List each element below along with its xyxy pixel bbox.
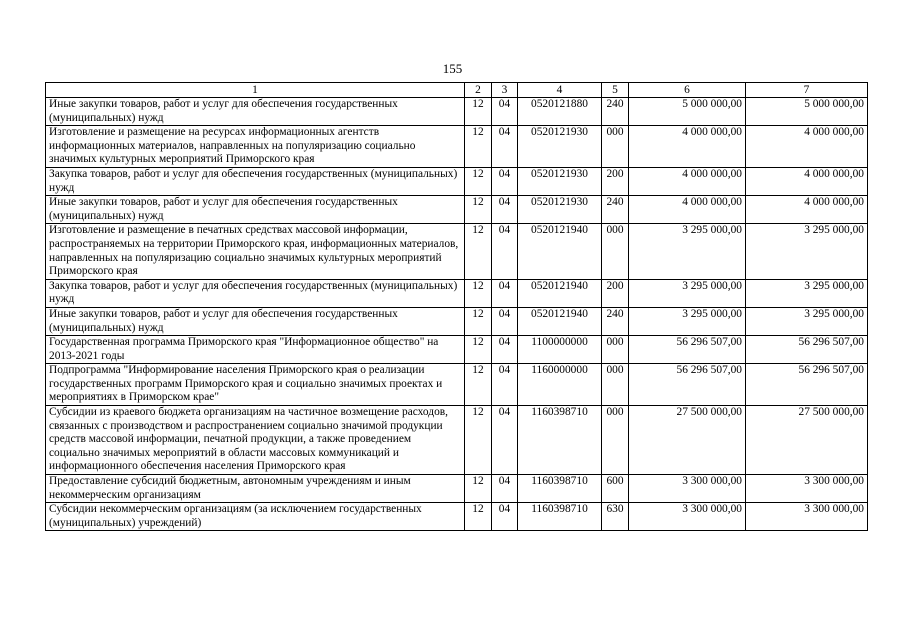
expense-type-code: 200	[602, 167, 629, 195]
row-name: Изготовление и размещение на ресурсах информационных агентств информационных материалов, направленных на популяризацию социально значимых культурных мероприятий Приморского края	[46, 126, 465, 168]
row-name: Иные закупки товаров, работ и услуг для обеспечения государственных (муниципальных) нужд	[46, 98, 465, 126]
target-article-code: 1100000000	[518, 336, 602, 364]
amount-col6: 4 000 000,00	[629, 167, 746, 195]
amount-col7: 3 295 000,00	[746, 279, 868, 307]
expense-type-code: 240	[602, 98, 629, 126]
amount-col7: 27 500 000,00	[746, 406, 868, 475]
table-row	[46, 364, 868, 406]
section-code: 12	[465, 475, 492, 503]
subsection-code: 04	[492, 406, 518, 475]
table-row	[46, 224, 868, 279]
section-code: 12	[465, 167, 492, 195]
section-code: 12	[465, 503, 492, 531]
target-article-code: 1160398710	[518, 503, 602, 531]
row-name: Изготовление и размещение в печатных средствах массовой информации, распространяемых на территории Приморского края, информационных материалов, направленных на популяризацию социально значимых культурных мероприятий Приморского края	[46, 224, 465, 279]
target-article-code: 1160000000	[518, 364, 602, 406]
subsection-code: 04	[492, 126, 518, 168]
row-name: Предоставление субсидий бюджетным, автономным учреждениям и иным некоммерческим организациям	[46, 475, 465, 503]
amount-col7: 4 000 000,00	[746, 126, 868, 168]
target-article-code: 1160398710	[518, 475, 602, 503]
table-header	[46, 83, 868, 98]
amount-col7: 3 295 000,00	[746, 224, 868, 279]
column-header: 3	[492, 83, 518, 98]
row-name: Подпрограмма "Информирование населения Приморского края о реализации государственных программ Приморского края и социально значимых проектах и мероприятиях в Приморском крае"	[46, 364, 465, 406]
row-name: Закупка товаров, работ и услуг для обеспечения государственных (муниципальных) нужд	[46, 167, 465, 195]
amount-col7: 5 000 000,00	[746, 98, 868, 126]
target-article-code: 0520121930	[518, 167, 602, 195]
table-row	[46, 196, 868, 224]
section-code: 12	[465, 98, 492, 126]
expense-type-code: 000	[602, 126, 629, 168]
row-name: Закупка товаров, работ и услуг для обеспечения государственных (муниципальных) нужд	[46, 279, 465, 307]
amount-col6: 3 300 000,00	[629, 503, 746, 531]
expense-type-code: 000	[602, 336, 629, 364]
page-number: 155	[442, 61, 463, 76]
expense-type-code: 240	[602, 196, 629, 224]
section-code: 12	[465, 307, 492, 335]
amount-col6: 56 296 507,00	[629, 336, 746, 364]
expense-type-code: 600	[602, 475, 629, 503]
target-article-code: 1160398710	[518, 406, 602, 475]
subsection-code: 04	[492, 364, 518, 406]
column-header: 5	[602, 83, 629, 98]
table-row	[46, 307, 868, 335]
column-header: 1	[46, 83, 465, 98]
row-name: Иные закупки товаров, работ и услуг для обеспечения государственных (муниципальных) нужд	[46, 196, 465, 224]
subsection-code: 04	[492, 475, 518, 503]
amount-col7: 3 300 000,00	[746, 503, 868, 531]
expense-type-code: 000	[602, 364, 629, 406]
amount-col6: 5 000 000,00	[629, 98, 746, 126]
amount-col6: 4 000 000,00	[629, 126, 746, 168]
table-row	[46, 336, 868, 364]
subsection-code: 04	[492, 167, 518, 195]
target-article-code: 0520121930	[518, 196, 602, 224]
subsection-code: 04	[492, 336, 518, 364]
table-row	[46, 167, 868, 195]
section-code: 12	[465, 364, 492, 406]
section-code: 12	[465, 126, 492, 168]
row-name: Субсидии некоммерческим организациям (за исключением государственных (муниципальных) учреждений)	[46, 503, 465, 531]
target-article-code: 0520121930	[518, 126, 602, 168]
section-code: 12	[465, 196, 492, 224]
table-row	[46, 406, 868, 475]
section-code: 12	[465, 224, 492, 279]
table-row	[46, 475, 868, 503]
row-name: Иные закупки товаров, работ и услуг для обеспечения государственных (муниципальных) нужд	[46, 307, 465, 335]
column-header: 6	[629, 83, 746, 98]
subsection-code: 04	[492, 224, 518, 279]
amount-col7: 56 296 507,00	[746, 364, 868, 406]
subsection-code: 04	[492, 279, 518, 307]
subsection-code: 04	[492, 196, 518, 224]
expense-type-code: 000	[602, 406, 629, 475]
target-article-code: 0520121880	[518, 98, 602, 126]
table-row	[46, 98, 868, 126]
target-article-code: 0520121940	[518, 224, 602, 279]
column-header: 7	[746, 83, 868, 98]
section-code: 12	[465, 406, 492, 475]
subsection-code: 04	[492, 307, 518, 335]
column-header: 4	[518, 83, 602, 98]
amount-col6: 3 295 000,00	[629, 279, 746, 307]
expense-type-code: 240	[602, 307, 629, 335]
table-body	[46, 98, 868, 531]
amount-col6: 56 296 507,00	[629, 364, 746, 406]
amount-col6: 27 500 000,00	[629, 406, 746, 475]
section-code: 12	[465, 336, 492, 364]
amount-col6: 4 000 000,00	[629, 196, 746, 224]
table-row	[46, 279, 868, 307]
amount-col6: 3 295 000,00	[629, 224, 746, 279]
subsection-code: 04	[492, 503, 518, 531]
expense-type-code: 630	[602, 503, 629, 531]
amount-col7: 4 000 000,00	[746, 196, 868, 224]
row-name: Субсидии из краевого бюджета организациям на частичное возмещение расходов, связанных с производством и распространением социально значимой продукции средств массовой информации, печатной продукции, а также проведением социально значимых мероприятий в области массовых коммуникаций и информационного обеспечения населения Приморского края	[46, 406, 465, 475]
amount-col7: 4 000 000,00	[746, 167, 868, 195]
section-code: 12	[465, 279, 492, 307]
table-row	[46, 503, 868, 531]
amount-col7: 56 296 507,00	[746, 336, 868, 364]
table-row	[46, 126, 868, 168]
amount-col6: 3 295 000,00	[629, 307, 746, 335]
column-header: 2	[465, 83, 492, 98]
budget-table	[45, 82, 868, 531]
expense-type-code: 200	[602, 279, 629, 307]
amount-col6: 3 300 000,00	[629, 475, 746, 503]
header-row	[46, 83, 868, 98]
target-article-code: 0520121940	[518, 307, 602, 335]
amount-col7: 3 295 000,00	[746, 307, 868, 335]
expense-type-code: 000	[602, 224, 629, 279]
subsection-code: 04	[492, 98, 518, 126]
row-name: Государственная программа Приморского края "Информационное общество" на 2013-2021 годы	[46, 336, 465, 364]
amount-col7: 3 300 000,00	[746, 475, 868, 503]
target-article-code: 0520121940	[518, 279, 602, 307]
